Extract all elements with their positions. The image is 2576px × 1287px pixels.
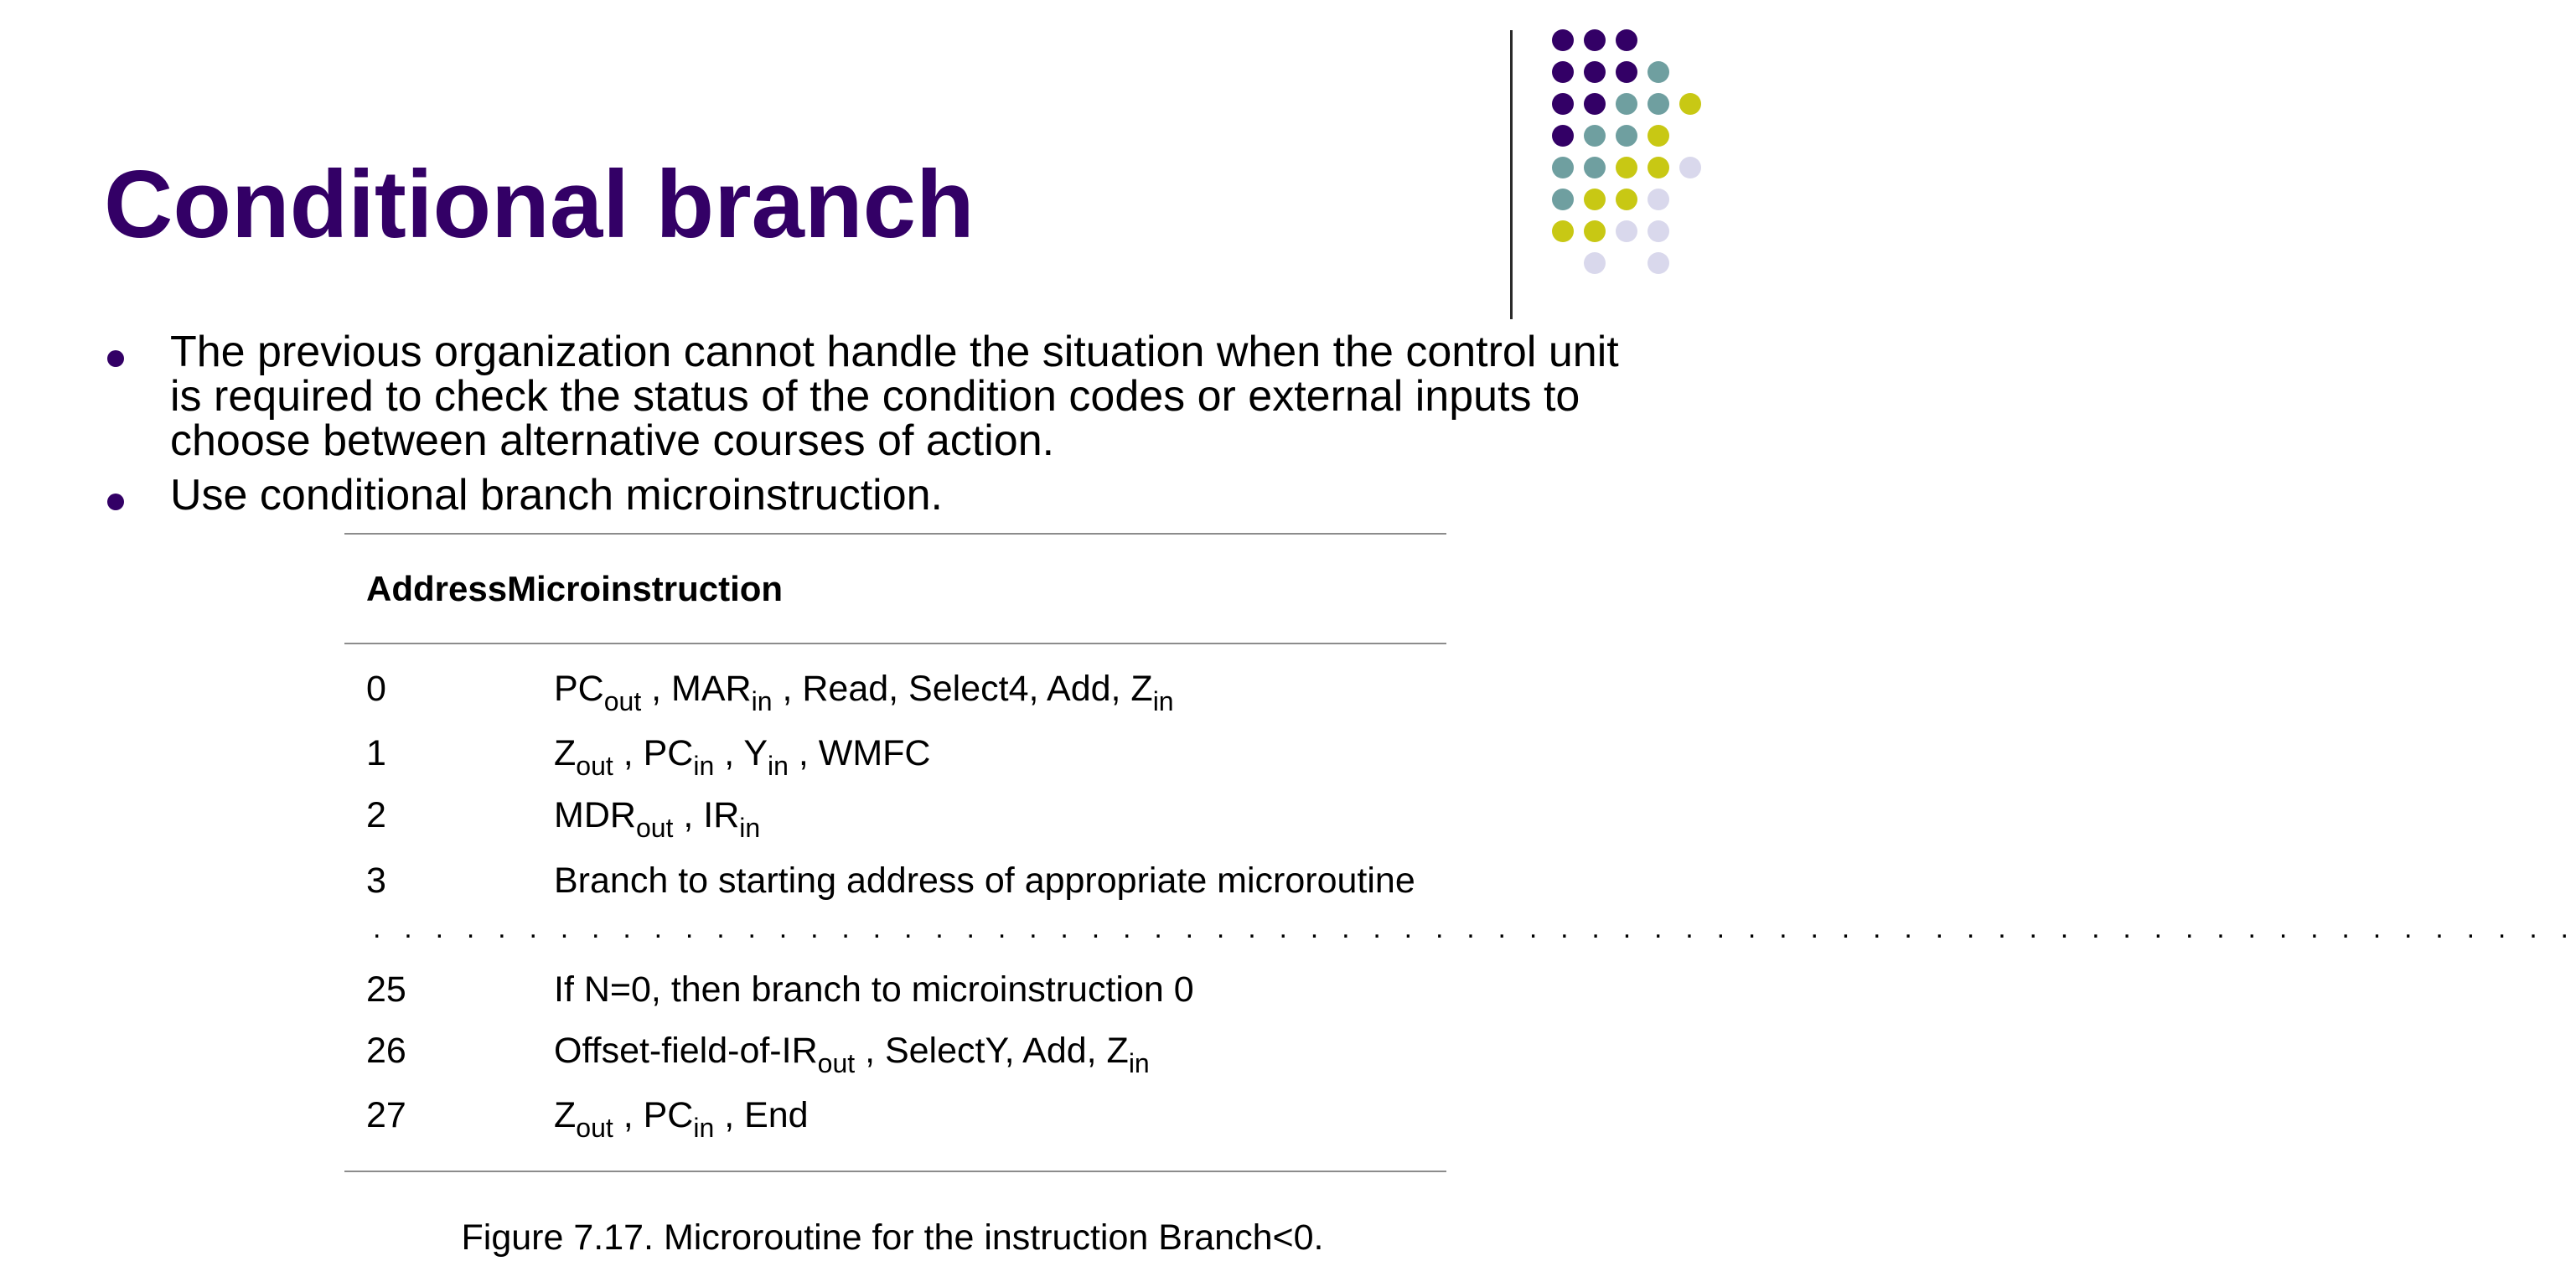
table-row-address: 25 bbox=[366, 969, 406, 1010]
table-row-address: 26 bbox=[366, 1031, 406, 1071]
table-row-microinstruction bbox=[554, 733, 931, 781]
instruction-text: Branch to starting address of appropriate microroutine bbox=[554, 861, 1415, 901]
instruction-text: PC bbox=[554, 669, 604, 709]
subscript: in bbox=[693, 751, 715, 781]
table-header-microinstruction: Microinstruction bbox=[507, 569, 784, 608]
instruction-text: , PC bbox=[613, 1095, 694, 1135]
subscript: in bbox=[1152, 686, 1174, 716]
subscript: out bbox=[576, 751, 613, 781]
instruction-text: , Y bbox=[714, 733, 768, 773]
bullet-list bbox=[0, 330, 1716, 528]
instruction-text: , MAR bbox=[641, 669, 752, 709]
table-row-microinstruction bbox=[554, 795, 761, 843]
subscript: in bbox=[693, 1113, 715, 1143]
bullet-dot-icon bbox=[107, 494, 124, 510]
instruction-text: MDR bbox=[554, 795, 636, 835]
instruction-text: , SelectY, Add, Z bbox=[855, 1031, 1129, 1071]
table-row-address: 0 bbox=[366, 669, 386, 709]
table-header-rule bbox=[344, 643, 1446, 644]
instruction-text: Z bbox=[554, 733, 577, 773]
subscript: out bbox=[603, 686, 642, 716]
subscript: in bbox=[751, 686, 773, 716]
bullet-item bbox=[0, 473, 1645, 518]
table-row-address: 2 bbox=[366, 795, 386, 835]
table-row-microinstruction bbox=[554, 863, 1415, 899]
instruction-text: If N=0, then branch to microinstruction 0 bbox=[554, 969, 1194, 1010]
instruction-text: Offset-field-of-IR bbox=[554, 1031, 818, 1071]
instruction-text: , PC bbox=[613, 733, 694, 773]
instruction-text: , End bbox=[714, 1095, 809, 1135]
bullet-dot-icon bbox=[107, 350, 124, 367]
bullet-text: The previous organization cannot handle the situation when the control unit is required to check the status of the condition codes or external inputs to choose between alternative courses of action. bbox=[170, 328, 1619, 465]
table-top-rule bbox=[344, 533, 1446, 535]
table-row-microinstruction bbox=[554, 1031, 1150, 1078]
slide-title: Conditional branch bbox=[104, 152, 975, 258]
figure-caption: Figure 7.17. Microroutine for the instruction Branch<0. bbox=[461, 1217, 1324, 1258]
subscript: out bbox=[817, 1048, 856, 1078]
subscript: out bbox=[576, 1113, 613, 1143]
subscript: in bbox=[768, 751, 789, 781]
instruction-text: , WMFC bbox=[788, 733, 931, 773]
table-bottom-rule bbox=[344, 1171, 1446, 1172]
subscript: in bbox=[739, 813, 761, 843]
subscript: in bbox=[1128, 1048, 1150, 1078]
table-row-address: 3 bbox=[366, 861, 386, 901]
instruction-text: Z bbox=[554, 1095, 577, 1135]
table-header-address: AddressMicroinstruction bbox=[366, 569, 784, 608]
bullet-text: Use conditional branch microinstruction. bbox=[170, 471, 943, 519]
table-row-microinstruction bbox=[554, 669, 1174, 716]
instruction-text: , Read, Select4, Add, Z bbox=[772, 669, 1153, 709]
table-row-microinstruction bbox=[554, 969, 1194, 1010]
vertical-divider bbox=[1510, 30, 1513, 319]
table-ellipsis-row: . . . . . . . . . . . . . . . . . . . . . . . . . . . . . . . . . . . . . . . . . . . . . . . . . . . . . . . . . . . . . . . . . . . . . . . bbox=[373, 912, 2576, 944]
subscript: out bbox=[635, 813, 674, 843]
table-row-address: 1 bbox=[366, 733, 386, 773]
table-row-microinstruction bbox=[554, 1095, 809, 1143]
bullet-item bbox=[0, 330, 1645, 463]
table-row-address: 27 bbox=[366, 1095, 406, 1135]
instruction-text: , IR bbox=[673, 795, 740, 835]
